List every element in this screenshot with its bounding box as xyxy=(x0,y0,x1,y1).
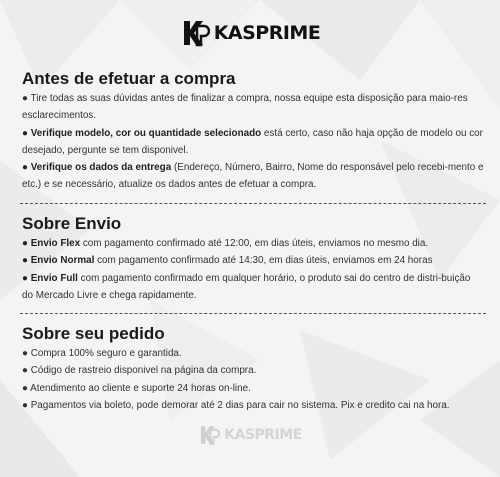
section-envio xyxy=(22,213,484,304)
kasprime-logo-icon xyxy=(180,18,210,48)
list-item: ● Atendimento ao cliente e suporte 24 horas on-line. xyxy=(22,382,251,394)
section-title: Sobre Envio xyxy=(22,214,122,233)
watermark-logo xyxy=(0,422,500,448)
bold-text: ● Envio Flex xyxy=(22,238,81,249)
brand-header xyxy=(0,16,500,50)
text: está certo, caso não haja opção de modelo ou cor desejado, pergunte se tem disponivel. xyxy=(22,127,483,156)
text: com pagamento confirmado em qualquer horário, o produto sai do centro de distri-buição do Mercado Livre e chega rapidamente. xyxy=(22,272,471,301)
dashed-divider xyxy=(20,203,486,204)
paragraph xyxy=(22,125,484,160)
text: com pagamento confirmado até 14:30, em dias úteis, enviamos em 24 horas xyxy=(94,255,433,267)
paragraph xyxy=(22,235,484,252)
bold-text: ● Verifique modelo, cor ou quantidade selecionado xyxy=(22,127,262,139)
brand-name: KASPRIME xyxy=(213,22,321,44)
bold-text: ● Envio Normal xyxy=(22,255,95,267)
section-pedido xyxy=(22,323,484,414)
watermark-brand-name: KASPRIME xyxy=(224,427,302,443)
kasprime-logo-icon xyxy=(198,424,220,446)
bold-text: ● Verifique os dados da entrega xyxy=(22,162,172,174)
paragraph: ● Tire todas as suas dúvidas antes de finalizar a compra, nossa equipe esta disposição para maio-res esclarecimentos. xyxy=(22,93,468,122)
section-title: Antes de efetuar a compra xyxy=(22,69,236,88)
section-compra xyxy=(22,68,484,194)
bold-text: ● Envio Full xyxy=(22,272,78,284)
paragraph xyxy=(22,270,484,305)
paragraph xyxy=(22,252,484,269)
paragraph xyxy=(22,159,484,194)
section-title: Sobre seu pedido xyxy=(22,324,165,343)
text: com pagamento confirmado até 12:00, em dias úteis, enviamos no mesmo dia. xyxy=(80,238,429,249)
list-item: ● Pagamentos via boleto, pode demorar até 2 dias para cair no sistema. Pix e credito cai na hora. xyxy=(22,399,450,411)
text: (Endereço, Número, Bairro, Nome do responsável pelo recebi-mento e etc.) e se necessário, atualize os dados antes de efetuar a compra. xyxy=(22,162,484,191)
dashed-divider xyxy=(20,313,486,314)
list-item: ● Compra 100% seguro e garantida. xyxy=(22,348,182,359)
list-item: ● Código de rastreio disponivel na página da compra. xyxy=(22,365,257,377)
